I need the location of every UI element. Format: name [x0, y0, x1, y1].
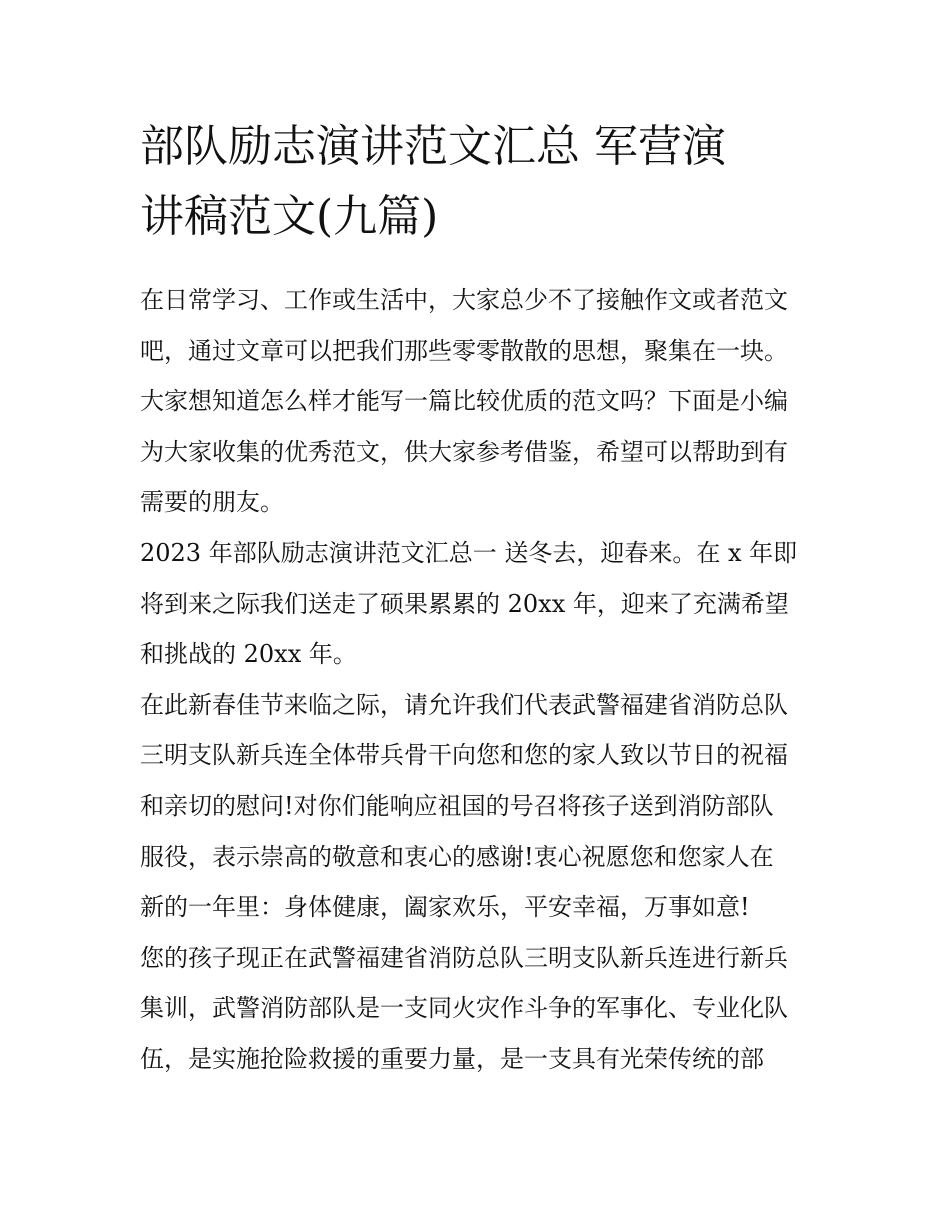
document-body	[140, 275, 815, 1085]
body-line: 集训，武警消防部队是一支同火灾作斗争的军事化、专业化队	[140, 994, 788, 1023]
body-line: 吧，通过文章可以把我们那些零零散散的思想，聚集在一块。	[140, 336, 788, 365]
title-line: 讲稿范文(九篇)	[140, 191, 439, 242]
body-line: 在此新春佳节来临之际，请允许我们代表武警福建省消防总队	[140, 690, 788, 719]
body-line: 需要的朋友。	[140, 488, 284, 517]
body-line: 服役，表示崇高的敬意和衷心的感谢!衷心祝愿您和您家人在	[140, 842, 774, 871]
body-line: 三明支队新兵连全体带兵骨干向您和您的家人致以节日的祝福	[140, 741, 788, 770]
body-line: 和亲切的慰问!对你们能响应祖国的号召将孩子送到消防部队	[140, 791, 774, 820]
body-line: 新的一年里：身体健康，阖家欢乐，平安幸福，万事如意!	[140, 893, 750, 922]
document-title	[140, 112, 820, 252]
body-line: 在日常学习、工作或生活中，大家总少不了接触作文或者范文	[140, 286, 788, 314]
body-line: 将到来之际我们送走了硕果累累的 20xx 年，迎来了充满希望	[140, 589, 789, 618]
body-line: 大家想知道怎么样才能写一篇比较优质的范文吗？下面是小编	[140, 387, 788, 416]
body-line: 和挑战的 20xx 年。	[140, 640, 357, 669]
body-line: 伍，是实施抢险救援的重要力量，是一支具有光荣传统的部	[140, 1044, 764, 1073]
title-line: 部队励志演讲范文汇总 军营演	[140, 121, 726, 172]
body-line: 2023 年部队励志演讲范文汇总一 送冬去，迎春来。在 x 年即	[140, 538, 798, 567]
body-line: 您的孩子现正在武警福建省消防总队三明支队新兵连进行新兵	[140, 943, 788, 972]
body-line: 为大家收集的优秀范文，供大家参考借鉴，希望可以帮助到有	[140, 437, 788, 466]
